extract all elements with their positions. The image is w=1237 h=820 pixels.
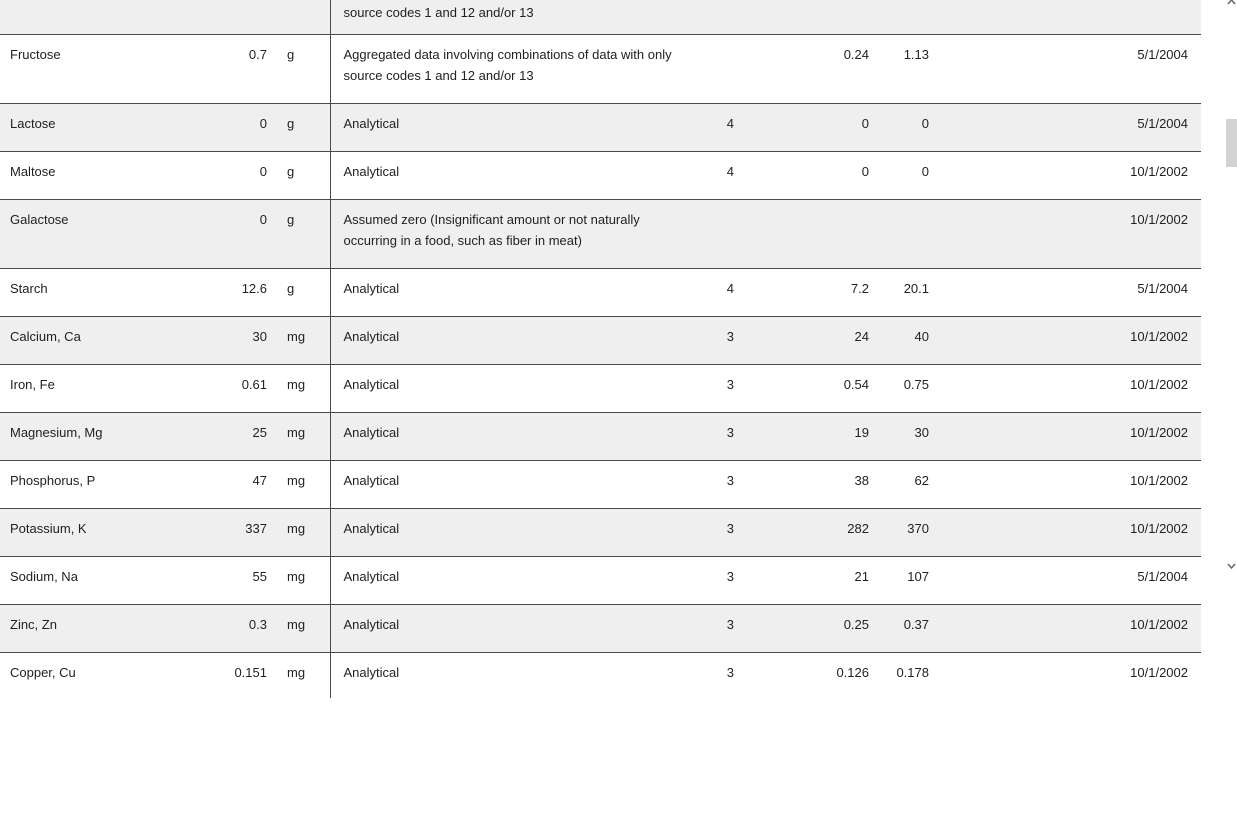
max-value: 0 [869,152,929,200]
date-value: 5/1/2004 [929,35,1201,104]
data-points: 3 [690,317,734,365]
nutrient-name: Galactose [0,200,205,269]
derivation-method: Analytical [330,269,690,317]
data-points: 3 [690,557,734,605]
nutrient-name: Sodium, Na [0,557,205,605]
nutrient-name: Fructose [0,35,205,104]
derivation-method: Analytical [330,653,690,699]
data-points: 3 [690,461,734,509]
table-row [0,152,1201,200]
derivation-method: Analytical [330,152,690,200]
nutrient-value: 0.61 [205,365,267,413]
date-value: 10/1/2002 [929,152,1201,200]
max-value: 62 [869,461,929,509]
table-row [0,269,1201,317]
nutrient-value: 0.151 [205,653,267,699]
nutrient-unit: mg [267,413,330,461]
nutrient-value: 0 [205,104,267,152]
table-row [0,317,1201,365]
derivation-method: Analytical [330,317,690,365]
data-points: 3 [690,605,734,653]
nutrient-unit [267,0,330,35]
max-value: 0.75 [869,365,929,413]
min-value: 282 [734,509,869,557]
nutrient-value: 0.3 [205,605,267,653]
table-row [0,605,1201,653]
min-value: 0 [734,104,869,152]
min-value [734,200,869,269]
nutrient-unit: mg [267,605,330,653]
nutrient-value: 25 [205,413,267,461]
nutrient-unit: g [267,269,330,317]
min-value: 7.2 [734,269,869,317]
date-value: 10/1/2002 [929,605,1201,653]
nutrient-name: Copper, Cu [0,653,205,699]
nutrient-unit: mg [267,365,330,413]
nutrient-unit: g [267,35,330,104]
nutrient-name [0,0,205,35]
date-value: 10/1/2002 [929,413,1201,461]
derivation-method: Analytical [330,509,690,557]
nutrient-unit: g [267,200,330,269]
table-row [0,35,1201,104]
max-value: 30 [869,413,929,461]
nutrient-value [205,0,267,35]
nutrient-unit: mg [267,509,330,557]
min-value: 0.24 [734,35,869,104]
max-value: 40 [869,317,929,365]
nutrient-unit: mg [267,461,330,509]
nutrient-name: Lactose [0,104,205,152]
nutrient-value: 0.7 [205,35,267,104]
max-value: 20.1 [869,269,929,317]
table-row [0,365,1201,413]
min-value: 21 [734,557,869,605]
table-row [0,461,1201,509]
date-value: 10/1/2002 [929,509,1201,557]
max-value: 370 [869,509,929,557]
min-value [734,0,869,35]
table-row [0,653,1201,699]
max-value: 0.37 [869,605,929,653]
min-value: 24 [734,317,869,365]
max-value: 0 [869,104,929,152]
min-value: 38 [734,461,869,509]
max-value [869,200,929,269]
derivation-method: Analytical [330,605,690,653]
min-value: 19 [734,413,869,461]
derivation-method: Analytical [330,461,690,509]
derivation-method: Assumed zero (Insignificant amount or not naturally occurring in a food, such as fiber in meat) [330,200,690,269]
date-value: 10/1/2002 [929,200,1201,269]
nutrient-value: 0 [205,200,267,269]
chevron-up-icon[interactable] [1227,0,1236,6]
nutrient-unit: g [267,104,330,152]
max-value: 107 [869,557,929,605]
data-points: 4 [690,152,734,200]
nutrient-value: 47 [205,461,267,509]
derivation-method: source codes 1 and 12 and/or 13 [330,0,690,35]
table-row [0,200,1201,269]
nutrient-name: Iron, Fe [0,365,205,413]
date-value: 5/1/2004 [929,269,1201,317]
min-value: 0 [734,152,869,200]
nutrient-unit: mg [267,653,330,699]
derivation-method: Analytical [330,365,690,413]
data-points: 3 [690,413,734,461]
nutrient-name: Phosphorus, P [0,461,205,509]
data-points: 3 [690,365,734,413]
data-points: 3 [690,509,734,557]
nutrient-name: Potassium, K [0,509,205,557]
nutrient-name: Zinc, Zn [0,605,205,653]
nutrient-name: Starch [0,269,205,317]
derivation-method: Aggregated data involving combinations of data with only source codes 1 and 12 and/or 13 [330,35,690,104]
table-row [0,0,1201,35]
table-row [0,557,1201,605]
table-row [0,413,1201,461]
nutrient-value: 30 [205,317,267,365]
derivation-method: Analytical [330,413,690,461]
nutrient-value: 337 [205,509,267,557]
max-value: 1.13 [869,35,929,104]
nutrient-name: Maltose [0,152,205,200]
min-value: 0.54 [734,365,869,413]
nutrient-value: 12.6 [205,269,267,317]
date-value: 5/1/2004 [929,557,1201,605]
chevron-down-icon[interactable] [1227,561,1236,571]
nutrient-value: 55 [205,557,267,605]
nutrient-name: Calcium, Ca [0,317,205,365]
derivation-method: Analytical [330,104,690,152]
table-row [0,104,1201,152]
data-points: 4 [690,269,734,317]
max-value [869,0,929,35]
nutrient-value: 0 [205,152,267,200]
date-value: 10/1/2002 [929,653,1201,699]
data-points [690,0,734,35]
date-value: 10/1/2002 [929,365,1201,413]
nutrient-unit: g [267,152,330,200]
min-value: 0.25 [734,605,869,653]
data-points [690,200,734,269]
nutrient-name: Magnesium, Mg [0,413,205,461]
data-points: 4 [690,104,734,152]
data-points: 3 [690,653,734,699]
max-value: 0.178 [869,653,929,699]
date-value [929,0,1201,35]
min-value: 0.126 [734,653,869,699]
nutrient-unit: mg [267,317,330,365]
date-value: 5/1/2004 [929,104,1201,152]
data-points [690,35,734,104]
derivation-method: Analytical [330,557,690,605]
date-value: 10/1/2002 [929,317,1201,365]
vertical-scrollbar[interactable] [1223,0,1237,577]
nutrient-unit: mg [267,557,330,605]
date-value: 10/1/2002 [929,461,1201,509]
scrollbar-thumb[interactable] [1226,119,1237,167]
table-row [0,509,1201,557]
